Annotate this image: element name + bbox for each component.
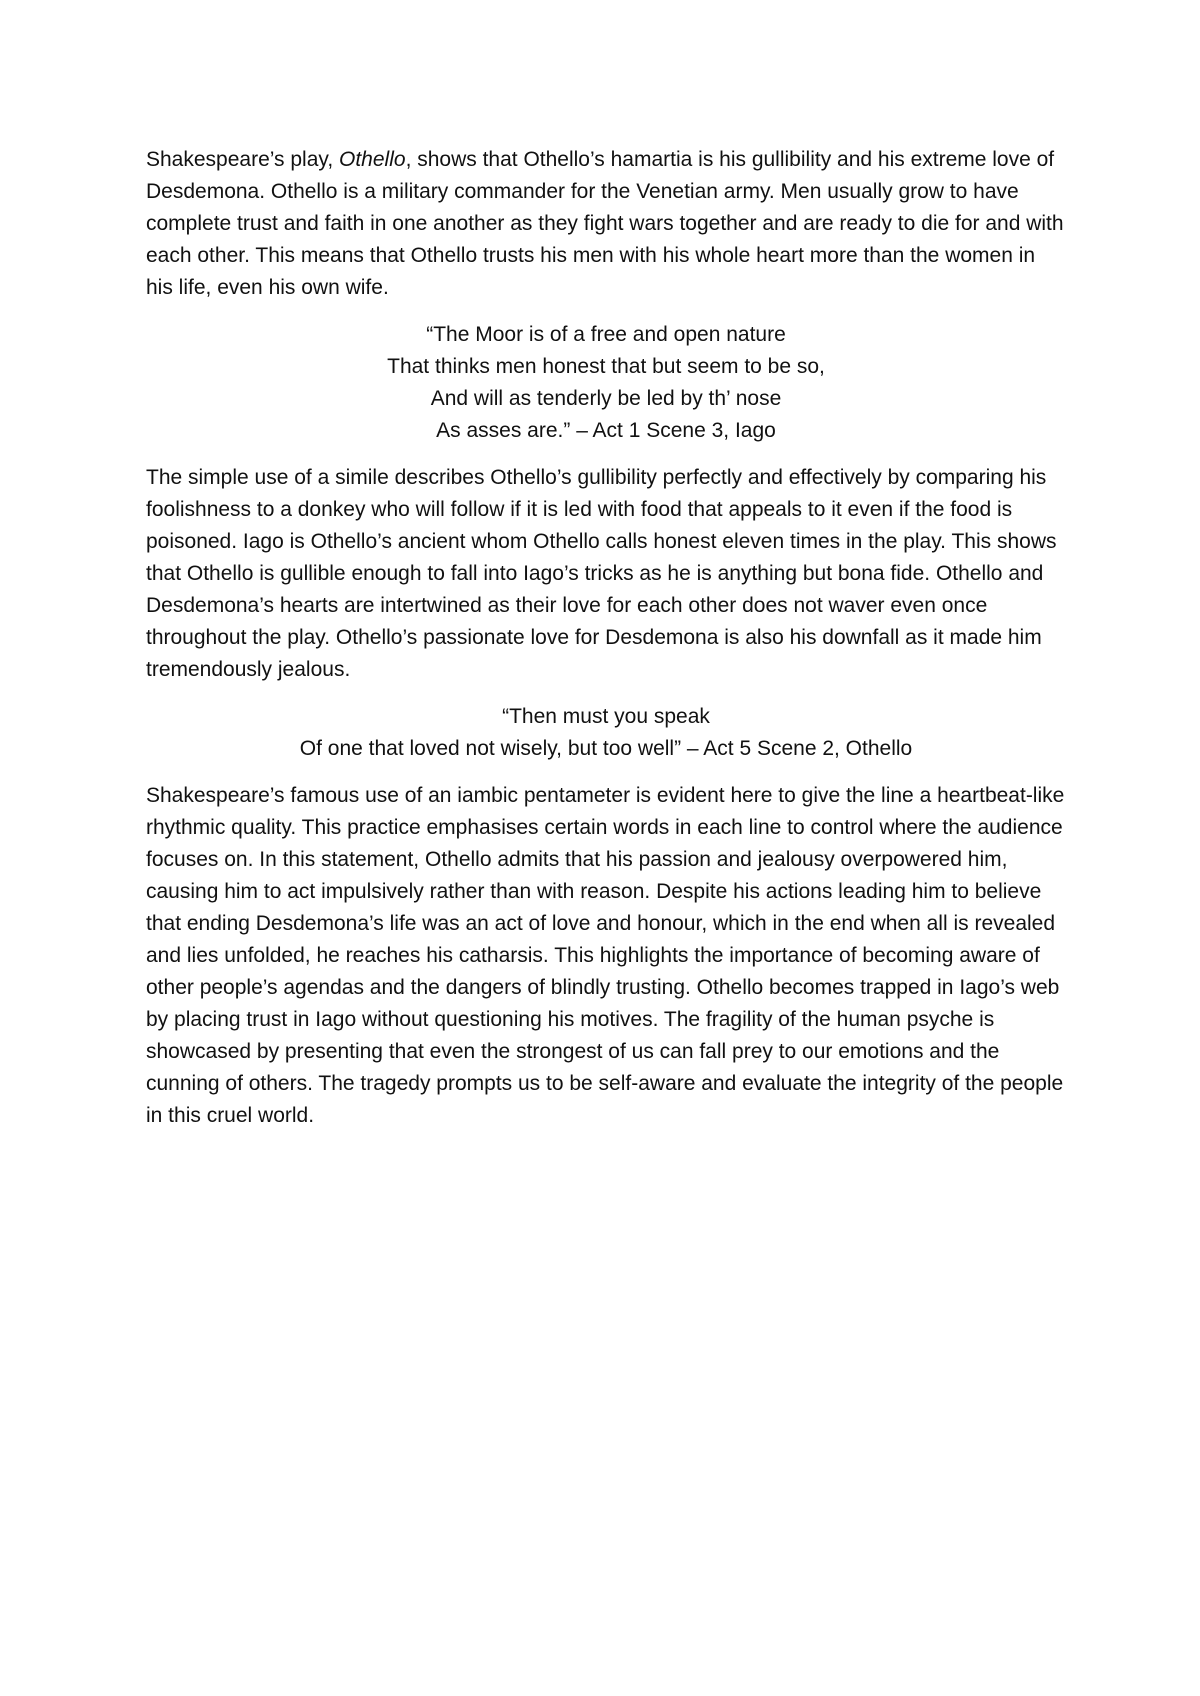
intro-text-start: Shakespeare’s play,: [146, 148, 340, 171]
play-title: Othello: [339, 148, 406, 171]
document-body: [146, 144, 1066, 1147]
intro-paragraph: [146, 144, 1066, 304]
analysis-paragraph-2: Shakespeare’s famous use of an iambic pentameter is evident here to give the line a heartbeat-like rhythmic quality. This practice emphasises certain words in each line to control where the audience focuses on. In this statement, Othello admits that his passion and jealousy overpowered him, causing him to act impulsively rather than with reason. Despite his actions leading him to believe that ending Desdemona’s life was an act of love and honour, which in the end when all is revealed and lies unfolded, he reaches his catharsis. This highlights the importance of becoming aware of other people’s agendas and the dangers of blindly trusting. Othello becomes trapped in Iago’s web by placing trust in Iago without questioning his motives. The fragility of the human psyche is showcased by presenting that even the strongest of us can fall prey to our emotions and the cunning of others. The tragedy prompts us to be self-aware and evaluate the integrity of the people in this cruel world.: [146, 784, 1065, 1127]
analysis-paragraph-1: The simple use of a simile describes Othello’s gullibility perfectly and effectively by comparing his foolishness to a donkey who will follow if it is led with food that appeals to it even if the food is poisoned. Iago is Othello’s ancient whom Othello calls honest eleven times in the play. This shows that Othello is gullible enough to fall into Iago’s tricks as he is anything but bona fide. Othello and Desdemona’s hearts are intertwined as their love for each other does not waver even once throughout the play. Othello’s passionate love for Desdemona is also his downfall as it made him tremendously jealous.: [146, 466, 1057, 681]
quote-act5-scene2: “Then must you speak Of one that loved not wisely, but too well” – Act 5 Scene 2, Othello: [299, 705, 913, 760]
intro-text-rest: , shows that Othello’s hamartia is his gullibility and his extreme love of Desdemona. Othello is a military commander for the Venetian army. Men usually grow to have complete trust and faith in one another as they fight wars together and are ready to die for and with each other. This means that Othello trusts his men with his whole heart more than the women in his life, even his own wife.: [146, 148, 1064, 299]
quote-act1-scene3: “The Moor is of a free and open nature That thinks men honest that but seem to be so, And will as tenderly be led by th’ nose As asses are.” – Act 1 Scene 3, Iago: [387, 323, 825, 442]
